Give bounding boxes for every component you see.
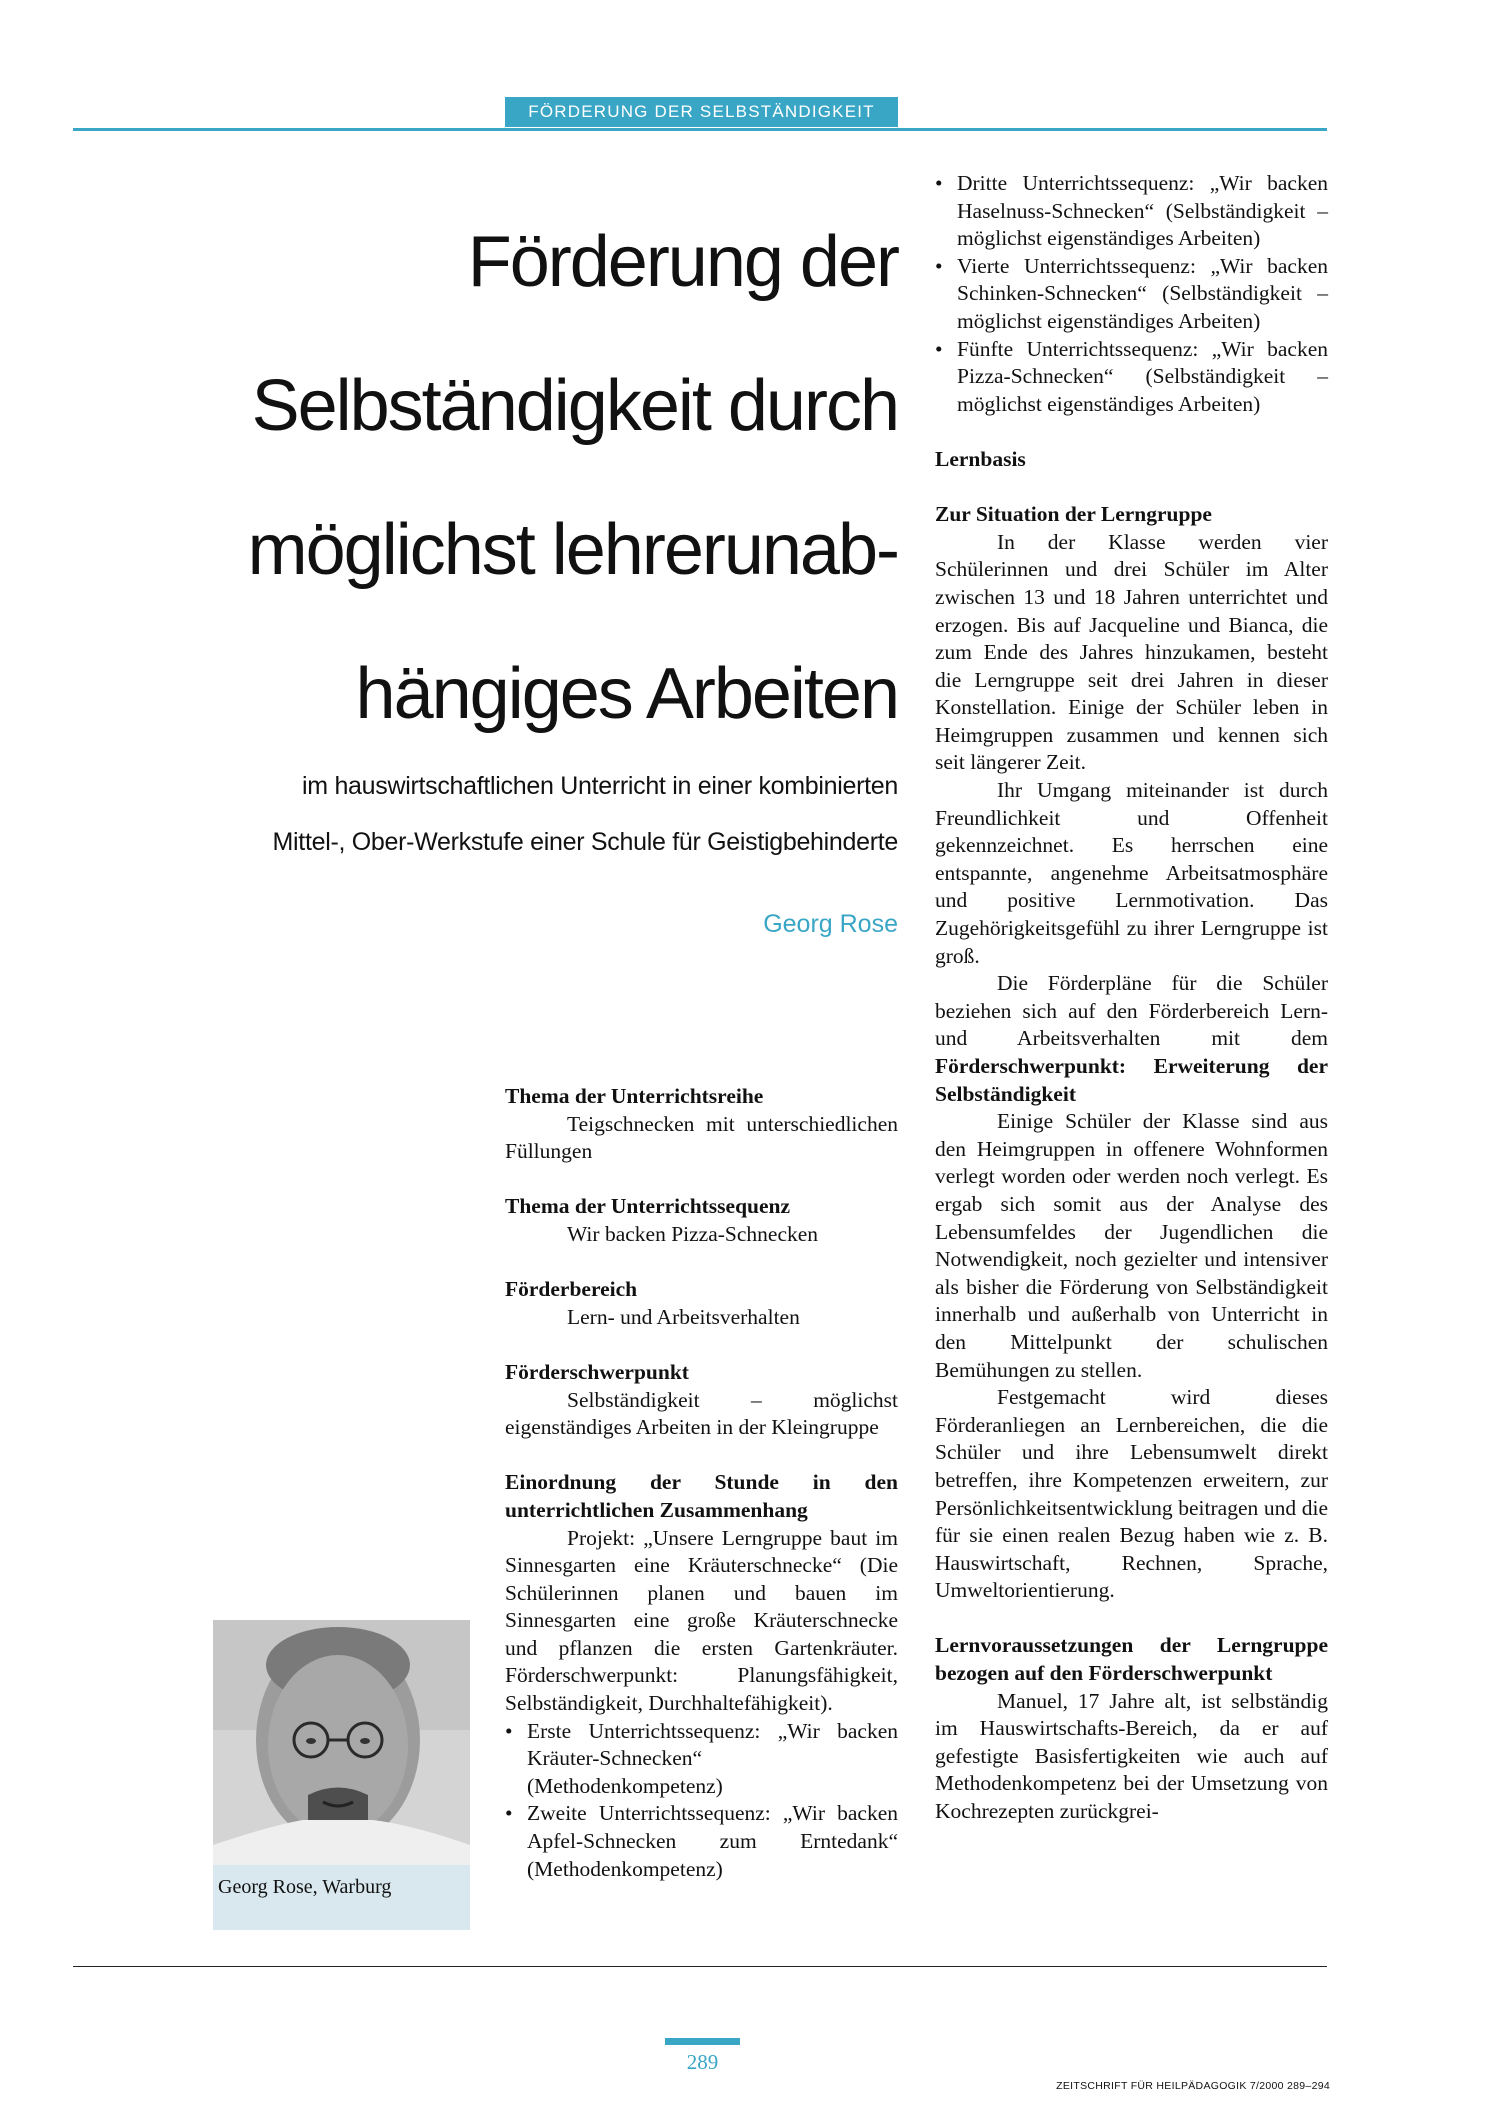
list-item: • Vierte Unterrichtssequenz: „Wir backen Schinken-Schnecken“ (Selbständigkeit – möglichst eigenständiges Arbeiten) (935, 253, 1328, 333)
section-heading: Lernvoraussetzungen der Lerngruppe bezogen auf den Förderschwerpunkt (935, 1633, 1328, 1686)
section-text: Teigschnecken mit unterschiedlichen Füllungen (505, 1111, 898, 1164)
paragraph: Ihr Umgang miteinander ist durch Freundlichkeit und Offenheit gekennzeichnet. Es herrschen eine entspannte, angenehme Arbeitsatmosphäre und positive Lernmotivation. Das Zugehörigkeitsgefühl zu ihrer Lerngruppe ist groß. (935, 778, 1328, 968)
title-line: Förderung der (467, 222, 898, 302)
page-number-bar (665, 2038, 740, 2045)
subtitle-line: im hauswirtschaftlichen Unterricht in einer kombinierten (302, 772, 898, 800)
title-line: hängiges Arbeiten (355, 654, 898, 734)
footer-rule (73, 1966, 1327, 1967)
section-heading: Förderbereich (505, 1277, 638, 1302)
section-heading: Einordnung der Stunde in den unterrichtlichen Zusammenhang (505, 1470, 898, 1522)
section-heading: Zur Situation der Lerngruppe (935, 502, 1212, 527)
right-column (935, 170, 1328, 1826)
section-heading: Förderschwerpunkt (505, 1359, 689, 1384)
section-header: FÖRDERUNG DER SELBSTÄNDIGKEIT (505, 97, 898, 127)
sequence-list (505, 1718, 898, 1884)
subtitle-line: Mittel-, Ober-Werkstufe einer Schule für Geistigbehinderte (272, 828, 898, 856)
list-item: • Erste Unterrichtssequenz: „Wir backen Kräuter-Schnecken“ (Methodenkompetenz) (505, 1718, 898, 1798)
article-title (150, 190, 898, 766)
author-name: Georg Rose (763, 910, 898, 938)
journal-reference: ZEITSCHRIFT FÜR HEILPÄDAGOGIK 7/2000 289–294 (1056, 2080, 1330, 2092)
bold-phrase: Förderschwerpunkt: Erweiterung der Selbständigkeit (935, 1054, 1328, 1106)
paragraph: In der Klasse werden vier Schülerinnen und drei Schüler im Alter zwischen 13 und 18 Jahren unterrichtet und erzogen. Bis auf Jacqueline und Bianca, die zum Ende des Jahres hinzukamen, besteht die Lerngruppe seit drei Jahren in dieser Konstellation. Einige der Schüler leben in Heimgruppen zusammen und kennen sich seit längerer Zeit. (935, 529, 1328, 775)
paragraph: Die Förderpläne für die Schüler beziehen sich auf den Förderbereich Lern- und Arbeitsverhalten mit dem Förderschwerpunkt: Erweiterung der Selbständigkeit (935, 971, 1328, 1106)
list-item: • Dritte Unterrichtssequenz: „Wir backen Haselnuss-Schnecken“ (Selbständigkeit – möglichst eigenständiges Arbeiten) (935, 171, 1328, 251)
title-line: möglichst lehrerunab- (247, 510, 898, 590)
page-number: 289 (686, 2050, 719, 2074)
list-item: • Fünfte Unterrichtssequenz: „Wir backen Pizza-Schnecken“ (Selbständigkeit – möglichst eigenständiges Arbeiten) (935, 336, 1328, 416)
header-rule (73, 128, 1327, 131)
article-subtitle (150, 758, 898, 870)
paragraph: Einige Schüler der Klasse sind aus den Heimgruppen in offenere Wohnformen verlegt worden oder werden noch verlegt. Es ergab sich somit aus der Analyse des Lebensumfeldes der Jugendlichen die Notwendigkeit, noch gezielter und intensiver als bisher die Förderung von Selbständigkeit innerhalb und außerhalb von Unterricht in den Mittelpunkt der schulischen Bemühungen zu stellen. (935, 1109, 1328, 1382)
section-text: Projekt: „Unsere Lerngruppe baut im Sinnesgarten eine Kräuterschnecke“ (Die Schülerinnen planen und bauen im Sinnesgarten eine große Kräuterschnecke und pflanzen die ersten Gartenkräuter. Förderschwerpunkt: Planungsfähigkeit, Selbständigkeit, Durchhaltefähigkeit). (505, 1525, 898, 1716)
portrait-image (213, 1620, 470, 1865)
title-line: Selbständigkeit durch (251, 366, 898, 446)
section-text: Wir backen Pizza-Schnecken (567, 1221, 819, 1246)
photo-caption: Georg Rose, Warburg (218, 1876, 392, 1898)
section-heading: Thema der Unterrichtssequenz (505, 1194, 791, 1219)
section-text: Lern- und Arbeitsverhalten (567, 1304, 800, 1329)
sequence-list (935, 170, 1328, 418)
paragraph: Festgemacht wird dieses Förderanliegen an Lernbereichen, die die Schüler und ihre Lebensumwelt direkt betreffen, ihre Kompetenzen erweitern, zur Persönlichkeitsentwicklung beitragen und die für sie einen realen Bezug haben wie z. B. Hauswirtschaft, Rechnen, Sprache, Umweltorientierung. (935, 1385, 1328, 1603)
paragraph: Manuel, 17 Jahre alt, ist selbständig im Hauswirtschafts-Bereich, da er auf gefestigte Basisfertigkeiten wie auch auf Methodenkompetenz bei der Umsetzung von Kochrezepten zurückgrei- (935, 1688, 1328, 1824)
section-heading: Lernbasis (935, 446, 1026, 471)
section-heading: Thema der Unterrichtsreihe (505, 1084, 764, 1108)
list-item: • Zweite Unterrichtssequenz: „Wir backen Apfel-Schnecken zum Erntedank“ (Methodenkompetenz) (505, 1801, 898, 1881)
section-text: Selbständigkeit – möglichst eigenständiges Arbeiten in der Kleingruppe (505, 1387, 898, 1440)
middle-column (505, 1083, 898, 1883)
